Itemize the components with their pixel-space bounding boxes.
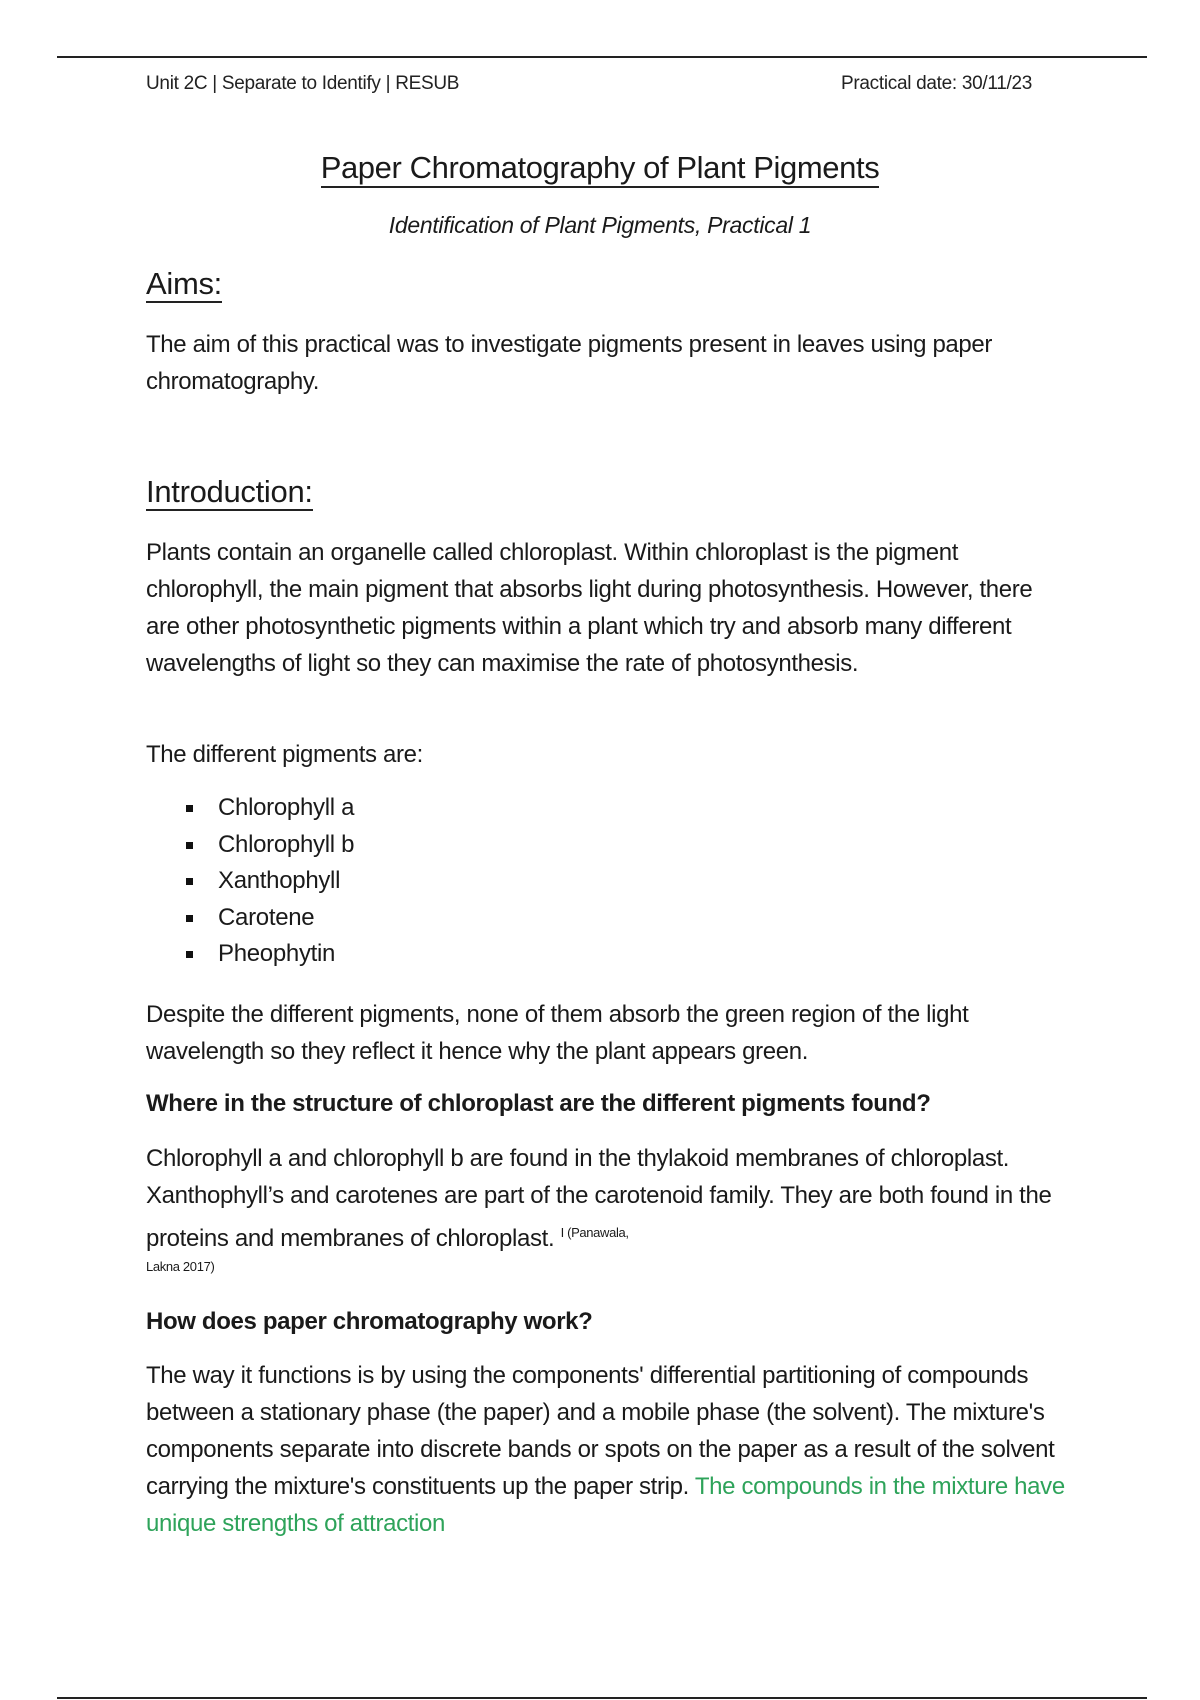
list-item: [146, 827, 354, 864]
list-item-text: Chlorophyll b: [218, 830, 355, 858]
square-bullet-icon: [186, 842, 193, 849]
header-rule: [57, 56, 1147, 58]
footer-rule: [57, 1697, 1147, 1699]
list-item-text: Carotene: [218, 903, 315, 931]
list-item: [146, 790, 354, 827]
header-practical-date: Practical date: 30/11/23: [841, 73, 1033, 94]
document-subtitle: Identification of Plant Pigments, Practical 1: [388, 212, 812, 238]
question-1-answer-text: Chlorophyll a and chlorophyll b are found in the thylakoid membranes of chloroplast. Xanthophyll’s and carotenes are part of the carotenoid family. They are both found in the proteins and membranes of chloroplast.: [146, 1145, 1052, 1252]
document-title-text: Paper Chromatography of Plant Pigments: [321, 150, 880, 188]
square-bullet-icon: [186, 805, 193, 812]
list-item: [146, 900, 354, 937]
pigments-list: [146, 790, 354, 973]
list-item-text: Chlorophyll a: [218, 794, 355, 821]
pigments-list-intro: The different pigments are:: [146, 741, 423, 768]
aims-heading-text: Aims:: [146, 266, 223, 301]
question-1-answer: [146, 1140, 1066, 1275]
citation-superscript: I (Panawala,: [560, 1225, 629, 1240]
square-bullet-icon: [186, 915, 193, 922]
square-bullet-icon: [186, 951, 193, 958]
aims-heading: [146, 266, 222, 302]
list-item-text: Xanthophyll: [218, 867, 341, 895]
introduction-heading: [146, 474, 313, 510]
introduction-paragraph-1: Plants contain an organelle called chloroplast. Within chloroplast is the pigment chlorophyll, the main pigment that absorbs light during photosynthesis. However, there are other photosynthetic pigments within a plant which try and absorb many different wavelengths of light so they can maximise the rate of photosynthesis.: [146, 539, 1033, 677]
list-item: [146, 936, 354, 973]
list-item: [146, 863, 354, 900]
question-2-heading: How does paper chromatography work?: [146, 1308, 593, 1335]
header-unit-label: Unit 2C | Separate to Identify | RESUB: [146, 73, 460, 94]
question-2-answer: [146, 1357, 1066, 1542]
square-bullet-icon: [186, 878, 193, 885]
question-1-heading: Where in the structure of chloroplast are the different pigments found?: [146, 1090, 931, 1117]
introduction-heading-text: Introduction:: [146, 474, 313, 509]
highlighted-text: The compounds in the mixture have unique strengths of attraction: [146, 1473, 1065, 1537]
citation-continued: Lakna 2017): [146, 1259, 215, 1274]
aims-text: The aim of this practical was to investigate pigments present in leaves using paper chromatography.: [146, 331, 993, 395]
document-title: [0, 150, 1200, 186]
question-2-answer-text: The way it functions is by using the components' differential partitioning of compounds between a stationary phase (the paper) and a mobile phase (the solvent). The mixture's components separate into discrete bands or spots on the paper as a result of the solvent carrying the mixture's constituents up the paper strip.: [146, 1362, 1055, 1500]
introduction-paragraph-2: Despite the different pigments, none of them absorb the green region of the light wavelength so they reflect it hence why the plant appears green.: [146, 1001, 969, 1065]
list-item-text: Pheophytin: [218, 940, 336, 968]
